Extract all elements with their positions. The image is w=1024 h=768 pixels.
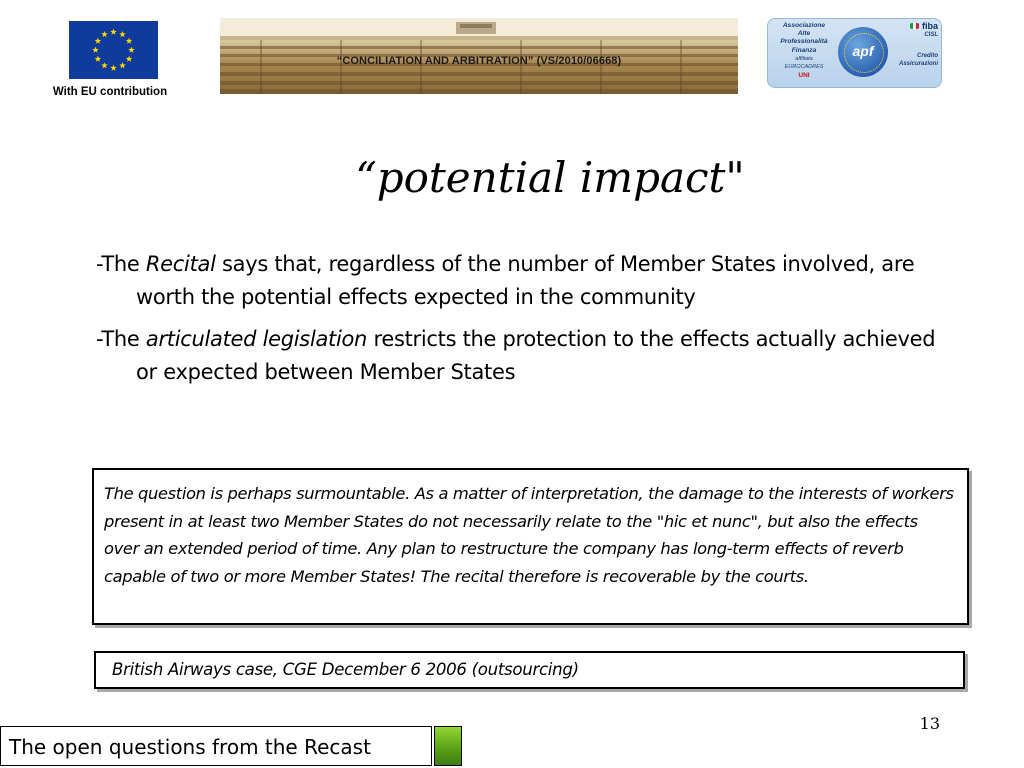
fiba-logo-text [892,23,938,68]
bullet-emphasis: Recital [145,252,216,276]
logo-line: EUROCADRES [784,64,824,71]
bullet-text: restricts the protection to the effects actually achieved or expected between Member States [136,327,936,384]
eu-star-icon [128,47,134,53]
banner-title: “CONCILIATION AND ARBITRATION” (VS/2010/06668) [336,55,622,67]
logo-line: CISL [924,31,938,38]
bullet-item [96,248,956,314]
logo-line: Associazione [782,22,826,29]
eu-flag-logo [69,21,158,79]
eu-star-icon [101,31,107,37]
eu-star-icon [92,47,98,53]
eu-contribution-caption: With EU contribution [52,86,168,98]
bullet-prefix: -The [96,327,146,351]
eu-star-icon [119,31,125,37]
bullet-emphasis: articulated legislation [145,327,368,351]
eu-star-icon [110,29,116,35]
eu-star-icon [95,56,101,62]
bullet-list [96,248,956,398]
bullet-text: says that, regardless of the number of Member States involved, are worth the potential effects expected in the community [136,252,915,309]
logo-line: Credito [917,53,938,59]
question-box: The question is perhaps surmountable. As a matter of interpretation, the damage to the interests of workers present in at least two Member States do not necessarily relate to the "hic et nunc", but also the effects over an extended period of time. Any plan to restructure the company has long-term effects of reverb capable of two or more Member States! The recital therefore is recoverable by the courts. [92,468,969,625]
page-number: 13 [919,714,940,733]
eu-star-icon [101,62,107,68]
eu-star-icon [95,38,101,44]
uni-brand: UNI [798,72,810,80]
eu-star-icon [119,62,125,68]
apf-fiba-cisl-logo [767,18,942,88]
logo-spacer [892,39,938,53]
eu-star-icon [126,38,132,44]
logo-line: Finanza [791,46,817,54]
fiba-brand: fiba [892,23,938,31]
logo-line: Alte [797,30,811,38]
footer-section-label: The open questions from the Recast [0,726,432,766]
case-reference-box: British Airways case, CGE December 6 2006 (outsourcing) [94,651,965,689]
bullet-prefix: -The [96,252,146,276]
eu-star-icon [110,65,116,71]
logo-line: Professionalità [780,38,828,46]
logo-line: Assicurazioni [898,60,938,67]
slide-title: “potential impact" [355,153,745,202]
eu-stars-icon [69,21,158,79]
apf-logo-left-text [774,22,834,80]
apf-circle-icon [838,27,888,77]
bullet-item [96,323,956,389]
logo-line: affiliata [795,55,813,62]
footer-green-marker [434,726,462,766]
apf-label: apf [852,43,874,59]
parliament-hall-banner [220,18,738,94]
eu-star-icon [126,56,132,62]
